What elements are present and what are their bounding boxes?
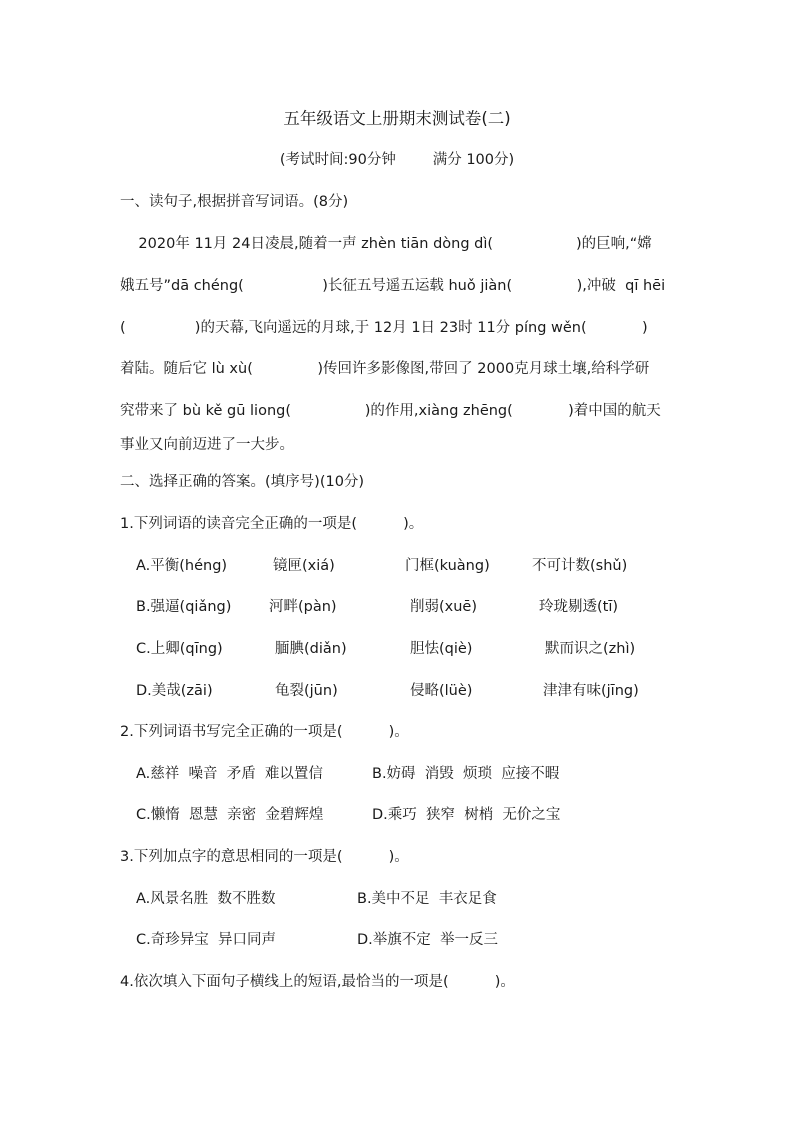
q3-option-d: D.举旗不定 举一反三	[357, 932, 498, 948]
q2-option-a: A.慈祥 噪音 矛盾 难以置信	[136, 766, 323, 782]
passage-line: ( )的天幕,飞向遥远的月球,于 12月 1日 23时 11分 píng wěn( )	[120, 320, 648, 336]
q1-option-a-word: 门框(kuàng)	[405, 558, 490, 574]
q1-option-b-word: 河畔(pàn)	[269, 599, 337, 615]
passage-line: 2020年 11月 24日凌晨,随着一声 zhèn tiān dòng dì( )的巨响,“嫦	[120, 236, 652, 252]
q1-option-b-word: 玲珑剔透(tī)	[539, 599, 619, 615]
passage-line: 究带来了 bù kě gū liong( )的作用,xiàng zhēng( )着中国的航天	[120, 403, 661, 419]
page-title: 五年级语文上册期末测试卷(二)	[283, 109, 511, 128]
section1-heading: 一、读句子,根据拼音写词语。(8分)	[120, 194, 349, 210]
question-2-stem: 2.下列词语书写完全正确的一项是( )。	[120, 724, 409, 740]
q2-option-b: B.妨碍 消毁 烦琐 应接不暇	[372, 766, 560, 782]
passage-line: 事业又向前迈进了一大步。	[120, 437, 294, 453]
q3-option-a: A.风景名胜 数不胜数	[136, 891, 276, 907]
q1-option-b: B.强逼(qiǎng)	[136, 599, 232, 615]
q1-option-a: A.平衡(héng)	[136, 558, 228, 574]
q1-option-d-word: 津津有味(jīng)	[543, 683, 639, 699]
q2-option-d: D.乘巧 狭窄 树梢 无价之宝	[372, 807, 561, 823]
section2-heading: 二、选择正确的答案。(填序号)(10分)	[120, 474, 365, 490]
q1-option-c-word: 胆怯(qiè)	[410, 641, 473, 657]
passage-line: 着陆。随后它 lù xù( )传回许多影像图,带回了 2000克月球土壤,给科学研	[120, 361, 650, 377]
q1-option-c-word: 腼腆(diǎn)	[275, 641, 347, 657]
q1-option-d: D.美哉(zāi)	[136, 683, 213, 699]
q1-option-c-word: 默而识之(zhì)	[545, 641, 636, 657]
q3-option-c: C.奇珍异宝 异口同声	[136, 932, 276, 948]
q1-option-d-word: 侵略(lüè)	[410, 683, 473, 699]
q1-option-c: C.上卿(qīng)	[136, 641, 223, 657]
q1-option-a-word: 镜匣(xiá)	[273, 558, 335, 574]
q1-option-a-word: 不可计数(shǔ)	[532, 558, 628, 574]
question-1-stem: 1.下列词语的读音完全正确的一项是( )。	[120, 516, 424, 532]
exam-info: (考试时间:90分钟 满分 100分)	[279, 152, 515, 168]
q2-option-c: C.懒惰 恩慧 亲密 金碧辉煌	[136, 807, 324, 823]
q1-option-b-word: 削弱(xuē)	[410, 599, 478, 615]
q3-option-b: B.美中不足 丰衣足食	[357, 891, 497, 907]
passage-line: 娥五号”dā chéng( )长征五号遥五运载 huǒ jiàn( ),冲破 qī hēi	[120, 278, 666, 294]
question-4-stem: 4.依次填入下面句子横线上的短语,最恰当的一项是( )。	[120, 974, 515, 990]
q1-option-d-word: 龟裂(jūn)	[275, 683, 338, 699]
question-3-stem: 3.下列加点字的意思相同的一项是( )。	[120, 849, 409, 865]
